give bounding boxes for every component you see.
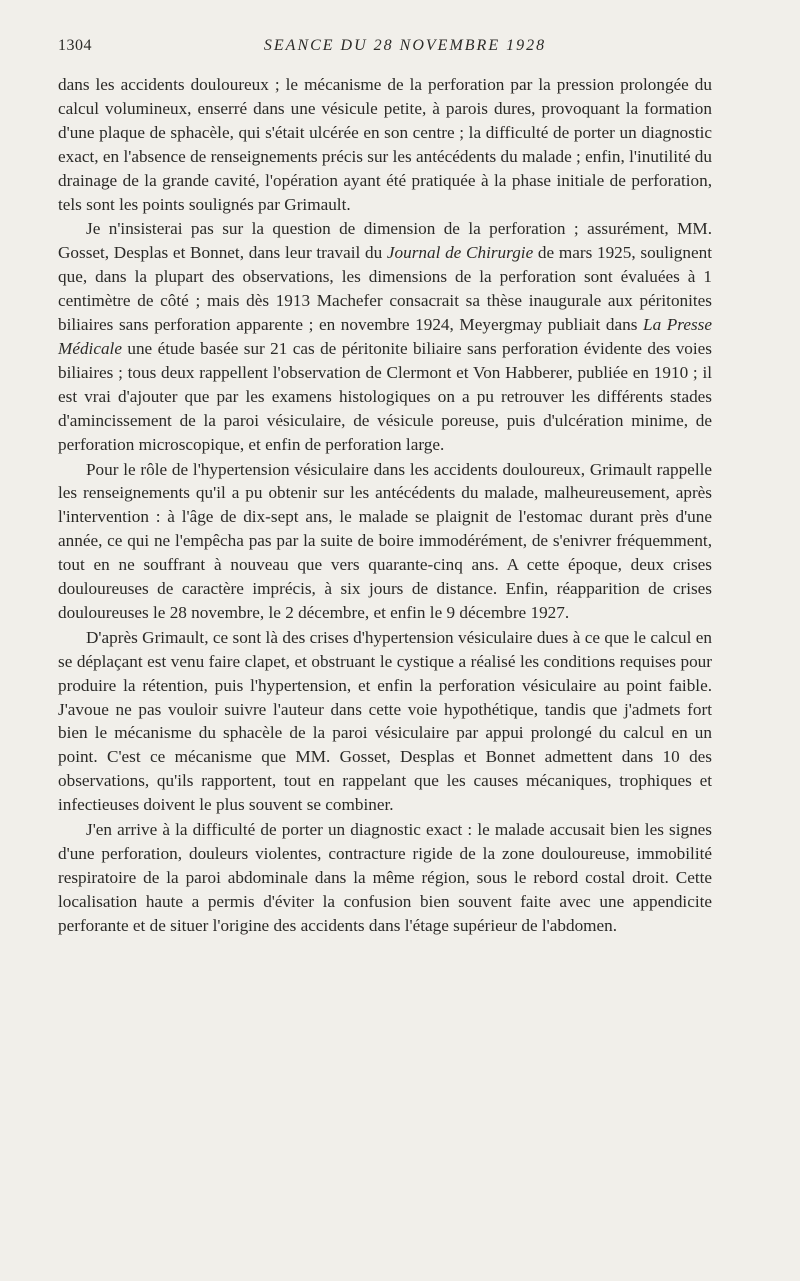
text-segment: Je n'insisterai pas sur la question de dimension de la perforation ; assurément, MM. Gosset, Desplas et Bonnet, dans leur travail du <box>58 219 712 263</box>
paragraph-2 <box>58 217 712 456</box>
text-segment: une étude basée sur 21 cas de péritonite biliaire sans perforation évidente des voies biliaires ; tous deux rappellent l'observation de Clermont et Von Habberer, publiée en 1910 ; il est vrai d'ajouter que par les examens histologiques on a pu retrouver les différents stades d'amincissement de la paroi vésiculaire, de vésicule poreuse, puis d'ulcération minime, de perforation microscopique, et enfin de perforation large. <box>58 338 712 454</box>
text-segment: Pour le rôle de l'hypertension vésiculaire dans les accidents douloureux, Grimault rappelle les renseignements qu'il a pu obtenir sur les antécédents du malade, malheureusement, après l'intervention : à l'âge de dix-sept ans, le malade se plaignit de l'estomac durant près d'une année, ce qui ne l'empêcha pas par la suite de boire immodérément, de s'enivrer fréquemment, tout en ne souffrant à nouveau que vers quarante-cinq ans. A cette époque, deux crises douloureuses de caractère imprécis, à six jours de distance. Enfin, réapparition de crises douloureuses le 28 novembre, le 2 décembre, et enfin le 9 décembre 1927. <box>58 459 712 622</box>
paragraph-5 <box>58 818 712 938</box>
body-text <box>58 73 712 938</box>
running-head: SEANCE DU 28 NOVEMBRE 1928 <box>263 37 547 54</box>
paragraph-1 <box>58 73 712 216</box>
page-number: 1304 <box>58 37 92 54</box>
page-header <box>58 34 712 58</box>
journal-title: La Presse Médicale <box>58 315 712 358</box>
journal-title: Journal de Chirurgie <box>386 243 534 263</box>
paragraph-3 <box>58 458 712 625</box>
paragraph-4 <box>58 626 712 817</box>
text-segment: J'en arrive à la difficulté de porter un diagnostic exact : le malade accusait bien les signes d'une perforation, douleurs violentes, contracture rigide de la zone douloureuse, immobilité respiratoire de la paroi abdominale dans la même région, sous le rebord costal droit. Cette localisation haute a permis d'éviter la confusion bien souvent faite avec une appendicite perforante et de situer l'origine des accidents dans l'étage supérieur de l'abdomen. <box>58 820 712 935</box>
text-segment: dans les accidents douloureux ; le mécanisme de la perforation par la pression prolongée du calcul volumineux, enserré dans une vésicule petite, à parois dures, provoquant la formation d'une plaque de sphacèle, qui s'était ulcérée en son centre ; la difficulté de porter un diagnostic exact, en l'absence de renseignements précis sur les antécédents du malade ; enfin, l'inutilité du drainage de la grande cavité, l'opération ayant été pratiquée à la phase initiale de perforation, tels sont les points soulignés par Grimault. <box>58 75 712 214</box>
text-segment: D'après Grimault, ce sont là des crises d'hypertension vésiculaire dues à ce que le calcul en se déplaçant est venu faire clapet, et obstruant le cystique a réalisé les conditions requises pour produire la rétention, puis l'hypertension, et enfin la perforation vésiculaire au point faible. J'avoue ne pas vouloir suivre l'auteur dans cette voie hypothétique, tandis que j'admets fort bien le mécanisme du sphacèle de la paroi vésiculaire par appui prolongé du calcul en un point. C'est ce mécanisme que MM. Gosset, Desplas et Bonnet admettent dans 10 des observations, qu'ils rapportent, tout en rappelant que les causes mécaniques, trophiques et infectieuses doivent le plus souvent se combiner. <box>58 627 712 815</box>
text-segment: de mars 1925, soulignent que, dans la plupart des observations, les dimensions de la perforation sont évaluées à 1 centimètre de côté ; mais dès 1913 Machefer consacrait sa thèse inaugurale aux péritonites biliaires sans perforation apparente ; en novembre 1924, Meyergmay publiait dans <box>58 243 712 335</box>
